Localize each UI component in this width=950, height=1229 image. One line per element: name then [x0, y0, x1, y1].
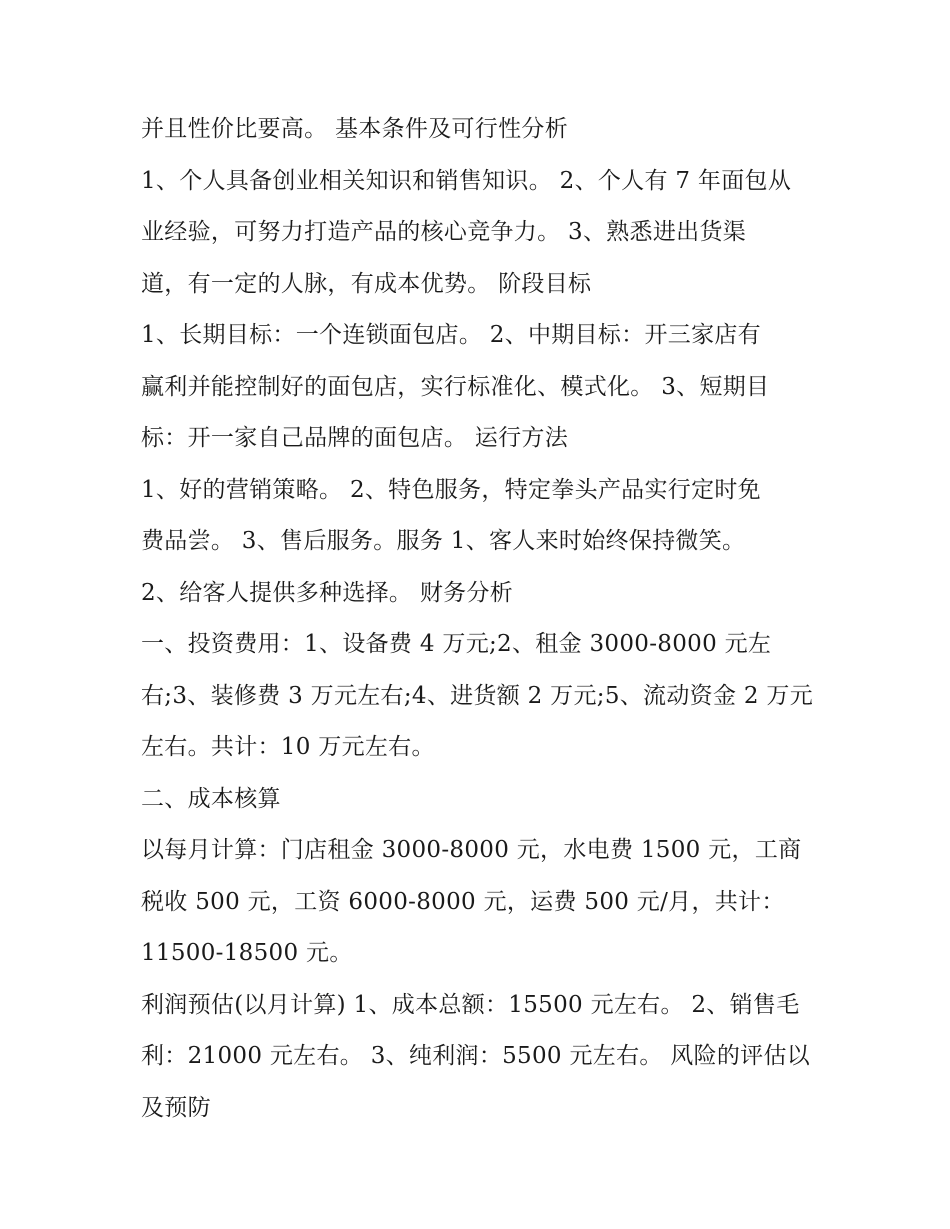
text-line: 二、成本核算: [141, 785, 281, 812]
text-line: 业经验，可努力打造产品的核心竞争力。 3、熟悉进出货渠: [141, 219, 747, 245]
document-body: [141, 104, 821, 1134]
text-line: 右;3、装修费 3 万元左右;4、进货额 2 万元;5、流动资金 2 万元: [141, 682, 814, 709]
text-line: 1、好的营销策略。 2、特色服务，特定拳头产品实行定时免: [141, 476, 761, 503]
text-line: 标：开一家自己品牌的面包店。 运行方法: [141, 425, 569, 451]
text-line: 费品尝。 3、售后服务。服务 1、客人来时始终保持微笑。: [141, 528, 746, 554]
text-line: 1、个人具备创业相关知识和销售知识。 2、个人有 7 年面包从: [141, 167, 792, 194]
text-line: 税收 500 元，工资 6000-8000 元，运费 500 元/月，共计：: [141, 888, 785, 915]
text-line: 一、投资费用：1、设备费 4 万元;2、租金 3000-8000 元左: [141, 631, 772, 657]
text-line: 并且性价比要高。 基本条件及可行性分析: [141, 116, 569, 142]
text-line: 左右。共计：10 万元左右。: [141, 734, 435, 760]
text-line: 利润预估(以月计算) 1、成本总额：15500 元左右。 2、销售毛: [141, 991, 800, 1018]
text-line: 1、长期目标：一个连锁面包店。 2、中期目标：开三家店有: [141, 322, 761, 348]
text-line: 11500-18500 元。: [141, 940, 353, 966]
text-line: 赢利并能控制好的面包店，实行标准化、模式化。 3、短期目: [141, 373, 770, 400]
text-line: 道，有一定的人脉，有成本优势。 阶段目标: [141, 270, 592, 297]
text-line: 及预防: [141, 1094, 211, 1121]
text-line: 2、给客人提供多种选择。 财务分析: [141, 579, 514, 606]
text-line: 以每月计算：门店租金 3000-8000 元，水电费 1500 元，工商: [141, 837, 802, 863]
text-line: 利：21000 元左右。 3、纯利润：5500 元左右。 风险的评估以: [141, 1043, 811, 1069]
